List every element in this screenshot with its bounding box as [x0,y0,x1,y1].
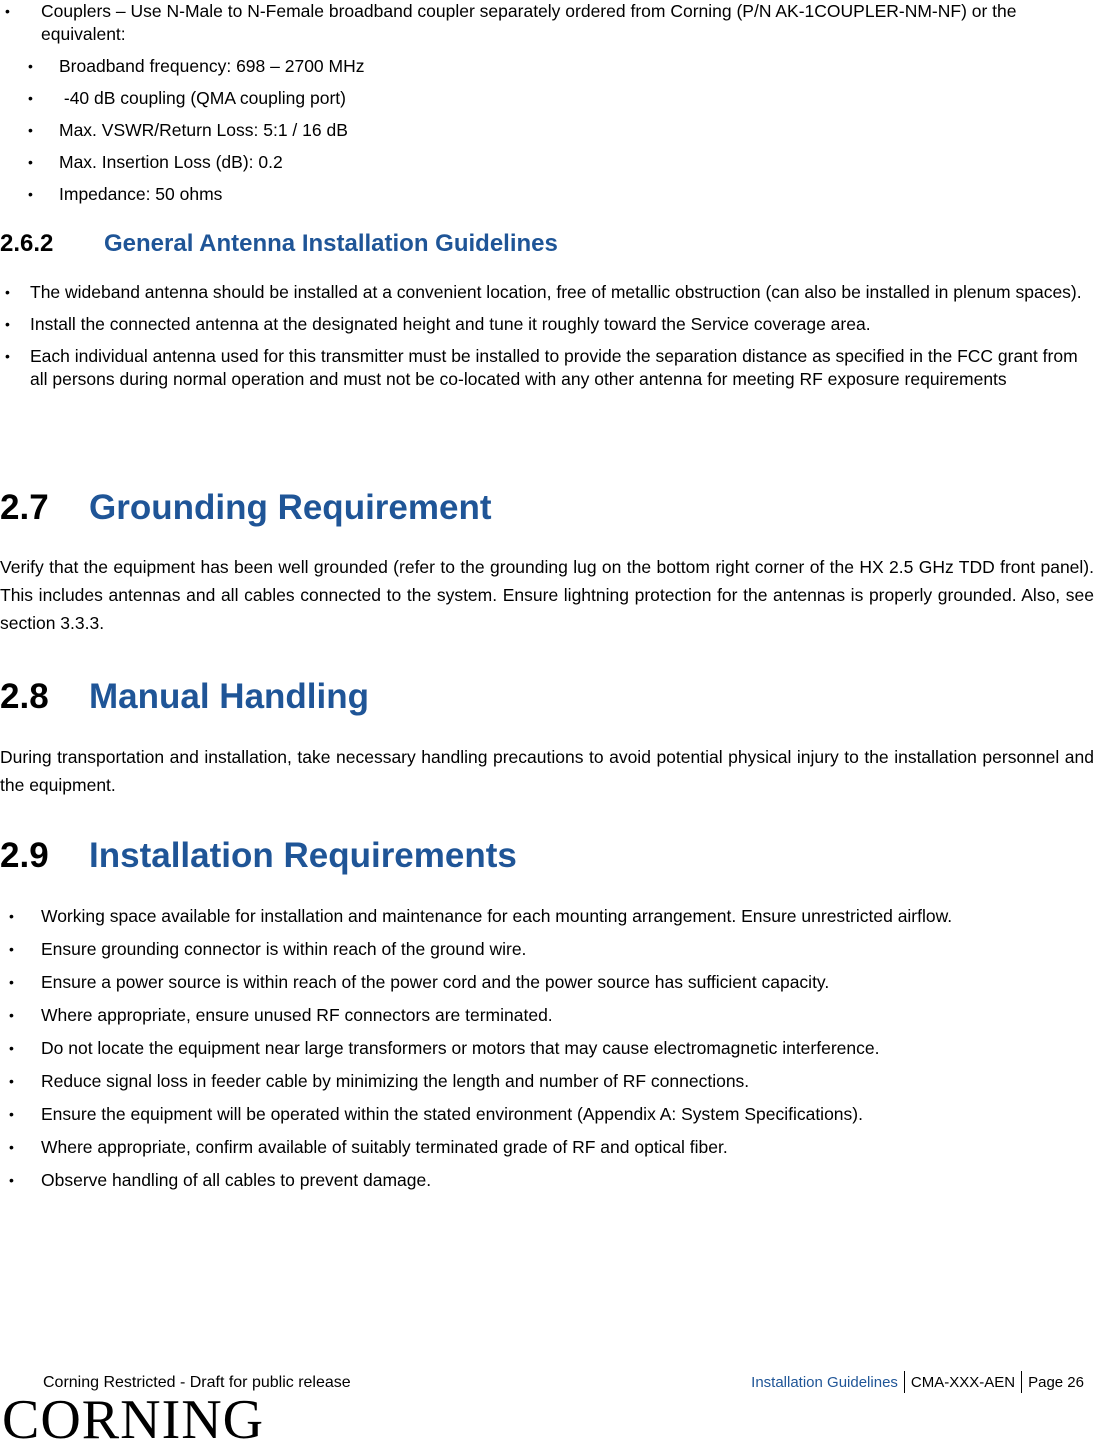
footer-page-info [751,1371,1084,1393]
list-item: • Where appropriate, confirm available of suitably terminated grade of RF and optical fiber. [9,1137,728,1157]
bullet-icon: • [28,154,33,170]
coupler-spec-list [0,55,1090,215]
list-item: • Install the connected antenna at the designated height and tune it roughly toward the Service coverage area. [5,314,871,334]
list-item: • Broadband frequency: 698 – 2700 MHz [28,56,365,76]
bullet-icon: • [5,316,10,332]
coupler-bullet [0,0,1090,46]
bullet-icon: • [28,58,33,74]
list-item: • Reduce signal loss in feeder cable by minimizing the length and number of RF connections. [9,1071,750,1091]
grounding-paragraph: Verify that the equipment has been well grounded (refer to the grounding lug on the bottom right corner of the HX 2.5 GHz TDD front panel). This includes antennas and all cables connected to the system. Ensure lightning protection for the antennas is properly grounded. Also, see section 3.3.3. [0,557,1094,633]
bullet-icon: • [28,90,33,106]
section-heading-2-9 [0,836,517,876]
section-heading-2-8 [0,677,369,717]
installation-requirements-list [0,905,1090,1192]
bullet-icon: • [9,974,14,990]
footer-restriction-note: Corning Restricted - Draft for public release [43,1374,351,1391]
section-title: Manual Handling [89,677,369,716]
list-item: • Max. VSWR/Return Loss: 5:1 / 16 dB [28,120,348,140]
bullet-icon: • [5,3,10,19]
section-heading-2-7 [0,488,492,528]
section-number: 2.6.2 [0,230,54,257]
section-number: 2.7 [0,488,49,527]
list-item: • Working space available for installation and maintenance for each mounting arrangement. Ensure unrestricted airflow. [9,906,953,926]
antenna-guidelines-list [0,281,1095,391]
list-item: • Each individual antenna used for this transmitter must be installed to provide the separation distance as specified in the FCC grant from all persons during normal operation and must not be co-located with any other antenna for meeting RF exposure requirements [5,346,1078,389]
section-number: 2.8 [0,677,49,716]
corning-logo: CORNING [2,1389,265,1451]
section-title: Installation Requirements [89,836,517,875]
bullet-icon: • [9,1007,14,1023]
footer-divider [904,1371,905,1393]
bullet-icon: • [9,1073,14,1089]
list-item: • Ensure a power source is within reach of the power cord and the power source has sufficient capacity. [9,972,830,992]
list-item: • The wideband antenna should be installed at a convenient location, free of metallic obstruction (can also be installed in plenum spaces). [5,282,1082,302]
footer-divider [1021,1371,1022,1393]
footer-guide-title: Installation Guidelines [751,1373,898,1391]
list-item: • Where appropriate, ensure unused RF connectors are terminated. [9,1005,553,1025]
bullet-icon: • [28,122,33,138]
bullet-icon: • [9,1172,14,1188]
bullet-icon: • [9,1139,14,1155]
list-item: • -40 dB coupling (QMA coupling port) [28,88,346,108]
list-item: • Impedance: 50 ohms [28,184,223,204]
bullet-icon: • [9,941,14,957]
bullet-icon: • [5,348,10,364]
list-item: • Ensure the equipment will be operated within the stated environment (Appendix A: System Specifications). [9,1104,863,1124]
section-heading-2-6-2 [0,230,558,258]
list-item: • Observe handling of all cables to prevent damage. [9,1170,432,1190]
bullet-icon: • [9,1106,14,1122]
section-number: 2.9 [0,836,49,875]
footer-doc-id: CMA-XXX-AEN [910,1373,1016,1391]
section-title: Grounding Requirement [89,488,492,527]
footer-page-number: Page 26 [1028,1373,1084,1391]
coupler-text: Couplers – Use N-Male to N-Female broadband coupler separately ordered from Corning (P/N AK-1COUPLER-NM-NF) or the equivalent: [41,1,1017,44]
list-item: • Ensure grounding connector is within reach of the ground wire. [9,939,527,959]
bullet-icon: • [9,908,14,924]
bullet-icon: • [9,1040,14,1056]
bullet-icon: • [5,284,10,300]
list-item: • Do not locate the equipment near large transformers or motors that may cause electromagnetic interference. [9,1038,880,1058]
section-title: General Antenna Installation Guidelines [104,230,558,257]
handling-paragraph: During transportation and installation, take necessary handling precautions to avoid potential physical injury to the installation personnel and the equipment. [0,747,1094,795]
bullet-icon: • [28,186,33,202]
list-item: • Max. Insertion Loss (dB): 0.2 [28,152,283,172]
